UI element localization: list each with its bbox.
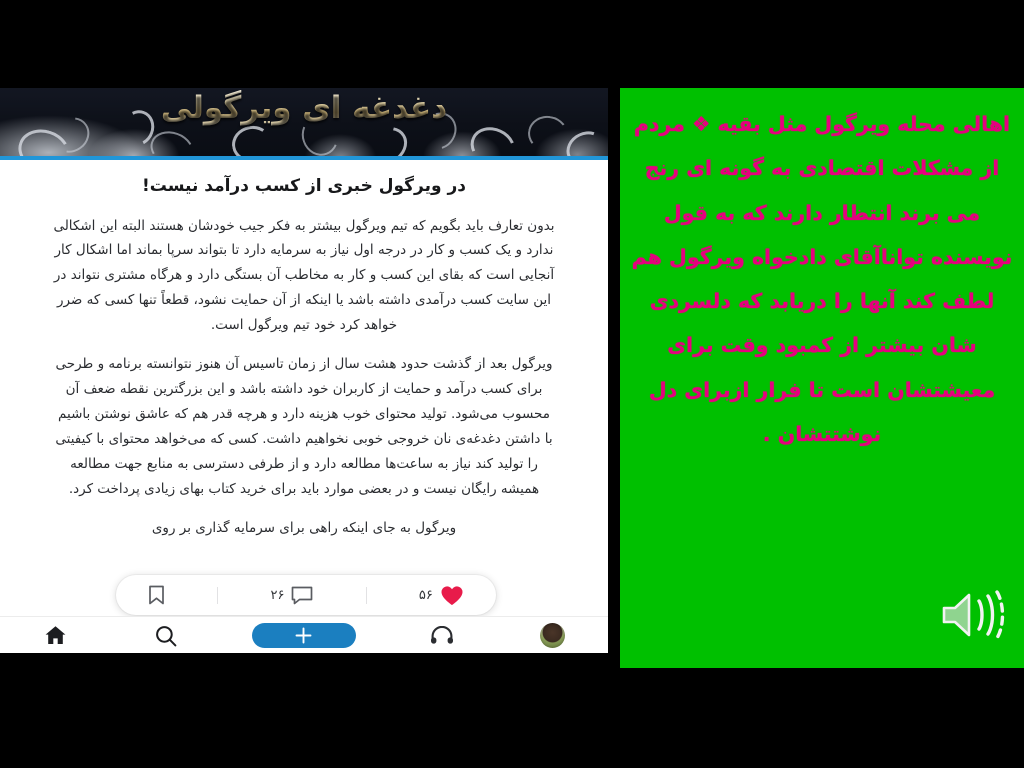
action-bar-divider <box>217 587 218 604</box>
bookmark-icon <box>148 585 165 605</box>
headphones-icon <box>430 626 454 645</box>
article-paragraph: ویرگول بعد از گذشت حدود هشت سال از زمان تاسیس آن هنوز نتوانسته برنامه و طرحی برای کسب درآمد و حمایت از کاربران خود داشته باشد و این بزرگترین نقطه ضعف آن محسوب می‌شود. تولید محتوای خوب هزینه دارد و هرچه قدر هم که عاشق نوشتن باشیم با داشتن دغدغه‌ی نان خروجی خوبی نخواهیم داشت. کسی که می‌خواهد محتوای با کیفیتی را تولید کند نیاز به ساعت‌ها مطالعه دارد و از طرفی دسترسی به منابع جهت مطالعه همیشه رایگان نیست و در بعضی موارد باید برای خرید کتاب بهای زیادی پرداخت کرد. <box>55 356 553 498</box>
green-caption-panel <box>620 88 1024 668</box>
comment-button[interactable] <box>259 586 326 605</box>
plus-icon <box>295 627 312 644</box>
action-bar-divider <box>366 587 367 604</box>
nav-profile-button[interactable] <box>525 621 581 651</box>
like-button[interactable] <box>407 585 476 606</box>
nav-home-button[interactable] <box>27 621 83 651</box>
home-icon <box>44 625 67 646</box>
article-body <box>0 160 608 616</box>
article-paragraph: ویرگول به جای اینکه راهی برای سرمایه گذاری بر روی <box>151 520 457 537</box>
bottom-navigation-bar[interactable] <box>0 616 608 653</box>
engagement-action-bar[interactable] <box>116 575 496 615</box>
like-count: ۵۶ <box>418 587 433 603</box>
comment-icon <box>291 586 313 605</box>
banner-ornament-icon <box>561 125 608 156</box>
nav-audio-button[interactable] <box>414 621 470 651</box>
speaker-icon[interactable] <box>940 588 1006 642</box>
create-post-pill[interactable] <box>252 623 356 648</box>
avatar[interactable] <box>540 623 565 648</box>
banner-title: دغدغه ای ویرگولی <box>0 90 608 126</box>
search-icon <box>155 625 177 647</box>
nav-search-button[interactable] <box>138 621 194 651</box>
nav-create-button[interactable] <box>249 621 359 651</box>
phone-screenshot-panel <box>0 88 608 653</box>
heart-icon <box>440 585 464 606</box>
article-title: در ویرگول خبری از کسب درآمد نیست! <box>141 176 467 196</box>
caption-text: اهالی محله ویرگول مثل بقیه ❖ مردم از مشکلات اقتصادی به گونه ای رنج می برند انتظار دارند که به قول نویسنده تواناآقای دادخواه ویرگول هم لطف کند آنها را دریابد که دلسردی شان بیشتر از کمبود وقت برای معیشتشان است تا فرار ازبرای دل نوشتتشان . <box>631 112 1013 446</box>
article-paragraph: بدون تعارف باید بگویم که تیم ویرگول بیشتر به فکر جیب خودشان هستند البته این اشکالی ندارد و یک کسب و کار در درجه اول نیاز به سرمایه دارد تا بتواند سرپا بماند اما اشکال کار آنجایی است که بقای این کسب و کار به مخاطب آن بستگی دارد و هرگاه مشتری نتواند در این سایت کسب درآمدی داشته باشد یا اینکه از آن حمایت نشود، قطعاً تنها کسی که ضرر خواهد کرد خود تیم ویرگول است. <box>53 217 555 334</box>
site-banner <box>0 88 608 156</box>
banner-ornament-icon <box>229 123 275 156</box>
bookmark-button[interactable] <box>136 585 177 605</box>
comment-count: ۲۶ <box>270 587 285 603</box>
